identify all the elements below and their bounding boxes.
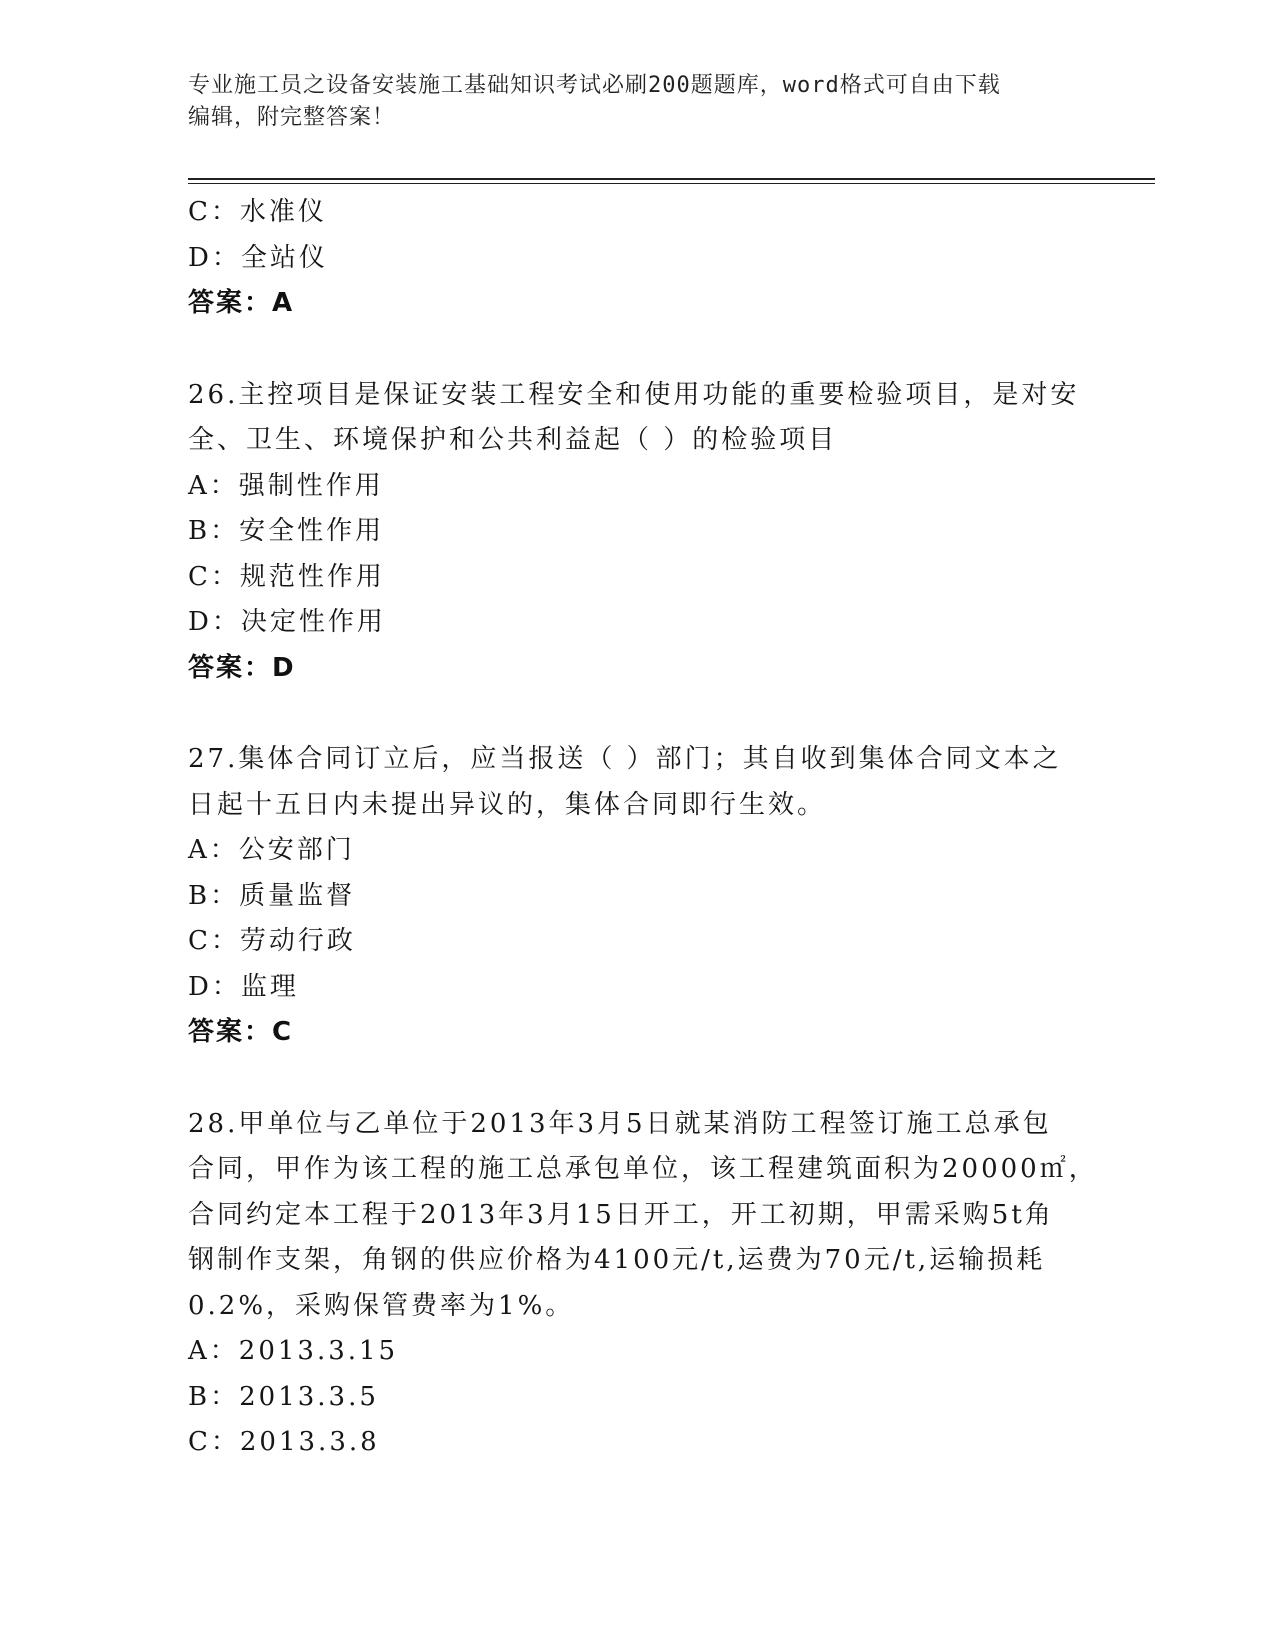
question-stem-line: 合同约定本工程于2013年3月15日开工，开工初期，甲需采购5t角 (188, 1199, 1054, 1230)
question-stem-line: 0.2%，采购保管费率为1%。 (188, 1290, 575, 1321)
option-c: C：劳动行政 (188, 926, 356, 956)
question-stem-line: 27.集体合同订立后，应当报送（ ）部门；其自收到集体合同文本之 (188, 744, 1062, 774)
option-b: B：安全性作用 (188, 516, 385, 546)
option-d: D：全站仪 (188, 242, 328, 273)
question-list (188, 190, 1098, 1466)
option-b: B：2013.3.5 (188, 1381, 379, 1412)
header-divider-thin (188, 183, 1155, 184)
option-d: D：决定性作用 (188, 607, 386, 637)
header-title-line1: 专业施工员之设备安装施工基础知识考试必刷200题题库，word格式可自由下载 (188, 73, 1001, 98)
option-a: A：公安部门 (188, 835, 355, 865)
question-26 (188, 373, 1088, 692)
question-stem-line: 26.主控项目是保证安装工程安全和使用功能的重要检验项目，是对安 (188, 379, 1080, 410)
spacer (188, 1056, 1088, 1102)
option-b: B：质量监督 (188, 880, 356, 911)
answer-text: 答案：D (188, 652, 296, 683)
option-a: A：强制性作用 (188, 470, 384, 501)
option-c: C：水准仪 (188, 197, 327, 227)
question-25-tail (188, 190, 1088, 327)
spacer (188, 691, 1088, 737)
header-divider-thick (188, 178, 1155, 180)
page-header (188, 70, 1088, 134)
option-a: A：2013.3.15 (188, 1336, 399, 1366)
question-28 (188, 1102, 1098, 1466)
option-c: C：规范性作用 (188, 561, 385, 592)
spacer (188, 327, 1088, 373)
question-27 (188, 737, 1088, 1056)
question-stem-line: 钢制作支架，角钢的供应价格为4100元/t,运费为70元/t,运输损耗 (188, 1245, 1046, 1275)
question-stem-line: 合同，甲作为该工程的施工总承包单位，该工程建筑面积为20000㎡， (188, 1154, 1098, 1184)
answer-text: 答案：A (188, 288, 295, 318)
option-c: C：2013.3.8 (188, 1427, 380, 1457)
question-stem-line: 28.甲单位与乙单位于2013年3月5日就某消防工程签订施工总承包 (188, 1108, 1052, 1139)
answer-text: 答案：C (188, 1017, 294, 1047)
option-d: D：监理 (188, 971, 299, 1002)
question-stem-line: 日起十五日内未提出异议的，集体合同即行生效。 (188, 789, 827, 820)
header-title-line2: 编辑，附完整答案！ (188, 105, 396, 130)
question-stem-line: 全、卫生、环境保护和公共利益起（ ）的检验项目 (188, 425, 838, 455)
